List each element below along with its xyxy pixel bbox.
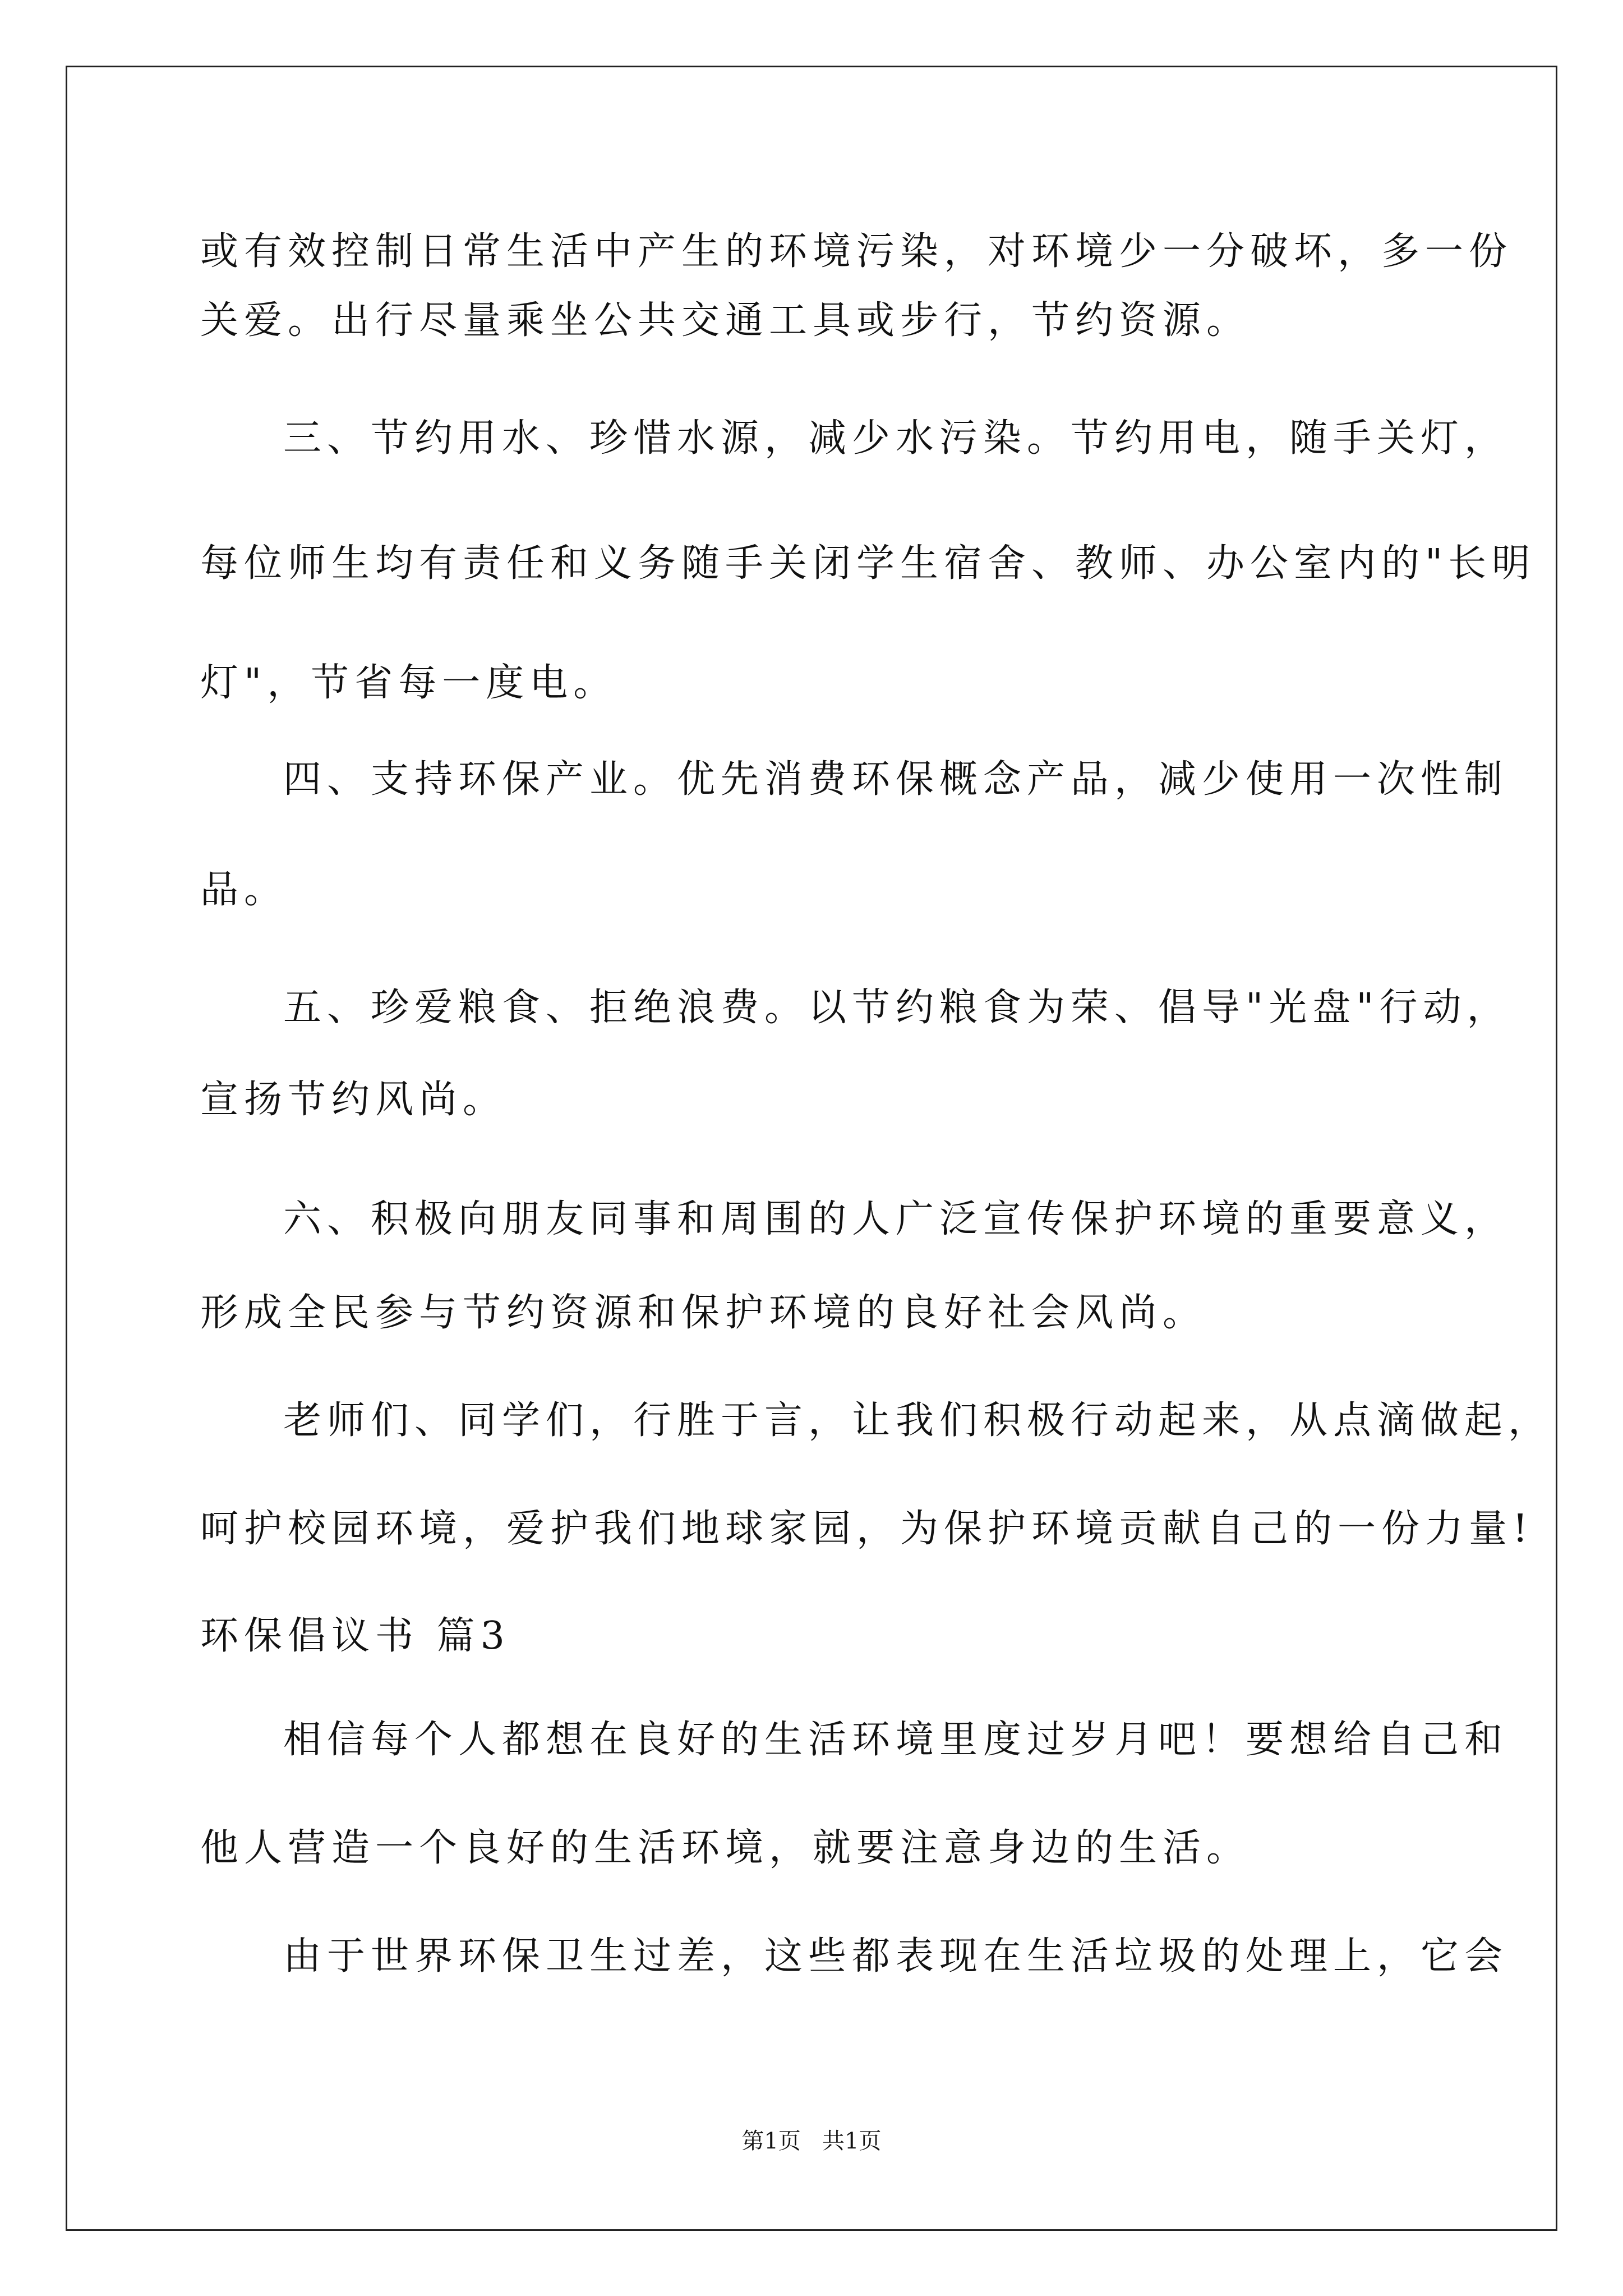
paragraph-first-line: 六、积极向朋友同事和周围的人广泛宣传保护环境的重要意义， [283, 1197, 1509, 1241]
body-line: 或有效控制日常生活中产生的环境污染，对环境少一分破坏，多一份 [200, 229, 1513, 274]
page-footer: 第1页 共1页 [741, 2128, 882, 2154]
body-line: 呵护校园环境，爱护我们地球家园，为保护环境贡献自己的一份力量! [200, 1507, 1534, 1551]
paragraph-first-line: 老师们、同学们，行胜于言，让我们积极行动起来，从点滴做起， [283, 1398, 1552, 1443]
body-line: 宣扬节约风尚。 [200, 1078, 507, 1122]
paragraph-first-line: 相信每个人都想在良好的生活环境里度过岁月吧！要想给自己和 [283, 1718, 1509, 1762]
body-line: 关爱。出行尽量乘坐公共交通工具或步行，节约资源。 [200, 298, 1251, 343]
body-line: 品。 [200, 868, 288, 912]
body-line: 他人营造一个良好的生活环境，就要注意身边的生活。 [200, 1826, 1251, 1870]
body-line: 灯"，节省每一度电。 [200, 661, 617, 705]
body-line: 每位师生均有责任和义务随手关闭学生宿舍、教师、办公室内的"长明 [200, 541, 1536, 586]
paragraph-first-line: 三、节约用水、珍惜水源，减少水污染。节约用电，随手关灯， [283, 416, 1509, 461]
page-border [66, 66, 1557, 2231]
paragraph-first-line: 由于世界环保卫生过差，这些都表现在生活垃圾的处理上，它会 [283, 1934, 1509, 1978]
paragraph-first-line: 四、支持环保产业。优先消费环保概念产品，减少使用一次性制 [283, 757, 1509, 802]
paragraph-first-line: 五、珍爱粮食、拒绝浪费。以节约粮食为荣、倡导"光盘"行动， [283, 986, 1511, 1030]
section-heading: 环保倡议书 篇3 [200, 1614, 510, 1658]
body-line: 形成全民参与节约资源和保护环境的良好社会风尚。 [200, 1291, 1207, 1335]
